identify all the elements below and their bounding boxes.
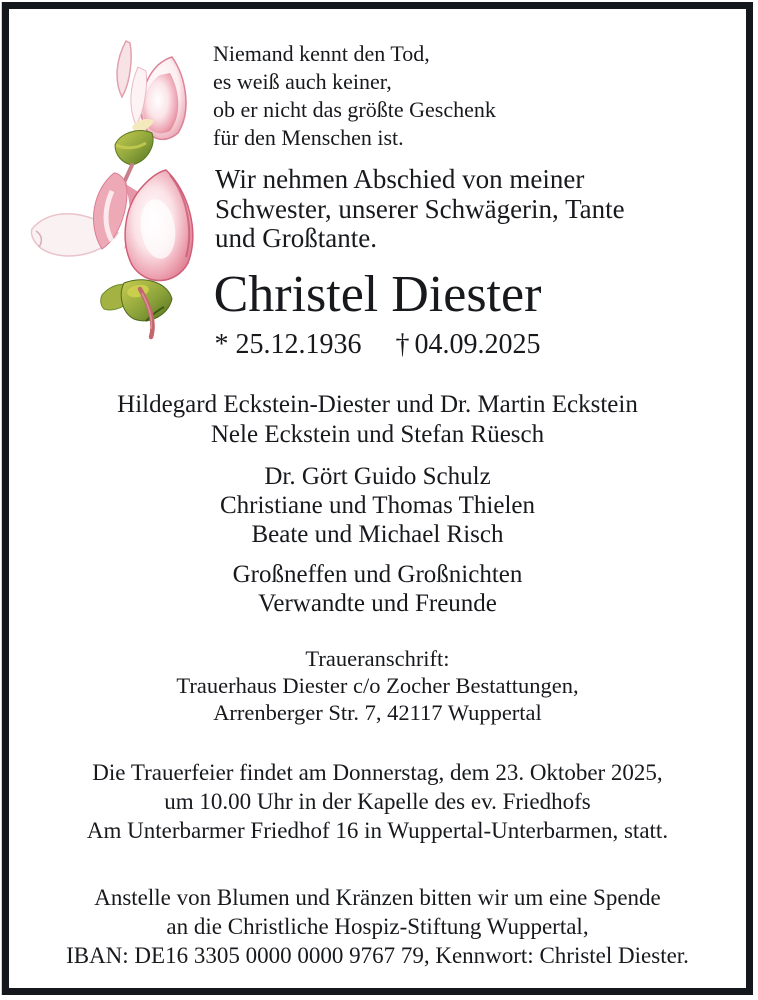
death-date-group bbox=[396, 329, 541, 360]
death-date: 04.09.2025 bbox=[414, 329, 541, 360]
mourner-line: Nele Eckstein und Stefan Rüesch bbox=[210, 421, 545, 448]
poem-line: ob er nicht das größte Geschenk bbox=[213, 97, 496, 122]
intro-line: Schwester, unserer Schwägerin, Tante bbox=[215, 193, 625, 224]
birth-star-symbol: * bbox=[214, 329, 229, 360]
mourners-closing bbox=[9, 560, 746, 618]
mourner-line: Beate und Michael Risch bbox=[251, 521, 504, 548]
poem-line: für den Menschen ist. bbox=[213, 125, 404, 150]
birth-date-group bbox=[215, 329, 362, 360]
mourner-line: Großneffen und Großnichten bbox=[232, 561, 523, 588]
poem-line: es weiß auch keiner, bbox=[213, 69, 392, 94]
condolence-address-line: Arrenberger Str. 7, 42117 Wuppertal bbox=[213, 700, 542, 725]
funeral-service-info bbox=[9, 758, 746, 845]
condolence-address-line: Trauerhaus Diester c/o Zocher Bestattungen, bbox=[176, 673, 579, 698]
mourners-family bbox=[9, 390, 746, 450]
birth-date: 25.12.1936 bbox=[235, 329, 362, 360]
service-line: Die Trauerfeier findet am Donnerstag, dem 23. Oktober 2025, bbox=[92, 760, 663, 785]
intro-line: Wir nehmen Abschied von meiner bbox=[215, 164, 585, 194]
mourner-line: Christiane und Thomas Thielen bbox=[219, 492, 535, 519]
donation-line: IBAN: DE16 3305 0000 0000 9767 79, Kennwort: Christel Diester. bbox=[66, 943, 689, 968]
death-cross-symbol: † bbox=[395, 329, 410, 360]
farewell-intro bbox=[215, 165, 625, 254]
life-dates bbox=[9, 328, 746, 362]
deceased-name: Christel Diester bbox=[213, 266, 542, 323]
condolence-address-title: Traueranschrift: bbox=[305, 646, 450, 671]
condolence-address bbox=[9, 645, 746, 726]
mourner-line: Hildegard Eckstein-Diester und Dr. Martin Eckstein bbox=[117, 391, 638, 418]
poem-line: Niemand kennt den Tod, bbox=[213, 41, 430, 66]
service-line: Am Unterbarmer Friedhof 16 in Wuppertal-Unterbarmen, statt. bbox=[86, 818, 669, 843]
mourner-line: Dr. Gört Guido Schulz bbox=[264, 463, 491, 490]
service-line: um 10.00 Uhr in der Kapelle des ev. Friedhofs bbox=[164, 789, 591, 814]
donation-info bbox=[9, 883, 746, 970]
intro-line: und Großtante. bbox=[215, 223, 377, 253]
poem bbox=[213, 40, 496, 152]
donation-line: an die Christliche Hospiz-Stiftung Wuppertal, bbox=[166, 914, 589, 939]
donation-line: Anstelle von Blumen und Kränzen bitten wir um eine Spende bbox=[94, 885, 661, 910]
mourner-line: Verwandte und Freunde bbox=[258, 590, 497, 617]
mourners-relatives bbox=[9, 462, 746, 549]
